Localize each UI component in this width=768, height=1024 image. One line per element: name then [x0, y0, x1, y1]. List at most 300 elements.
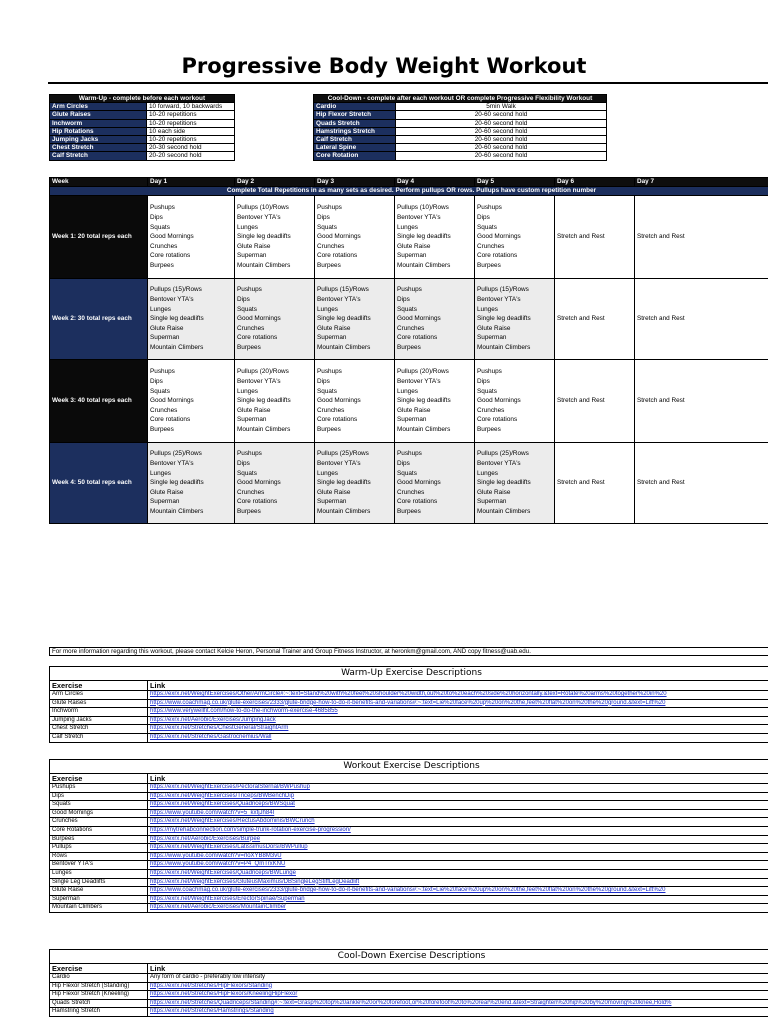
exercise-item: Dips [397, 296, 410, 304]
warmup-exercise-name: Arm Circles [50, 103, 147, 111]
exercise-name: Squats [50, 801, 148, 810]
exercise-name: Inchworm [50, 708, 148, 717]
day-cell [148, 196, 235, 279]
exercise-item: Burpees [237, 343, 261, 351]
exercise-item: Core rotations [397, 498, 438, 506]
exercise-item: Mountain Climbers [150, 343, 204, 351]
cooldown-exercise-value: 20-60 second hold [396, 144, 607, 152]
exercise-item: Lunges [237, 223, 258, 231]
description-row [50, 725, 768, 734]
col-link: Link [148, 964, 768, 974]
exercise-name: Single Leg Deadlifts [50, 878, 148, 887]
exercise-item: Pullups (15)/Rows [477, 286, 529, 294]
exercise-item: Pushups [477, 204, 502, 212]
exercise-item: Burpees [150, 425, 174, 433]
cooldown-exercise-value: 20-60 second hold [396, 136, 607, 144]
description-row [50, 852, 768, 861]
description-row [50, 844, 768, 853]
exercise-item: Bentover YTA's [150, 460, 194, 468]
exercise-item: Pushups [317, 368, 342, 376]
cooldown-desc-title: Cool-Down Exercise Descriptions [50, 950, 768, 964]
exercise-item: Single leg deadlifts [477, 479, 531, 487]
day-cell [475, 279, 555, 360]
exercise-item: Dips [237, 296, 250, 304]
rest-cell: Stretch and Rest [635, 196, 768, 279]
schedule-column-header: Week [50, 178, 148, 187]
cooldown-exercise-value: 5min Walk [396, 103, 607, 111]
exercise-item: Glute Raise [237, 406, 271, 414]
exercise-name: Crunches [50, 818, 148, 827]
rest-cell: Stretch and Rest [555, 443, 635, 524]
exercise-item: Glute Raise [477, 324, 511, 332]
exercise-item: Pushups [317, 204, 342, 212]
schedule-header-row [50, 178, 768, 187]
exercise-item: Crunches [237, 488, 265, 496]
week-row [50, 196, 768, 279]
exercise-item: Squats [477, 387, 497, 395]
schedule-column-header: Day 2 [235, 178, 315, 187]
exercise-item: Pullups (10)/Rows [237, 204, 289, 212]
schedule-column-header: Day 1 [148, 178, 235, 187]
day-cell [395, 279, 475, 360]
exercise-item: Superman [237, 416, 267, 424]
exercise-item: Glute Raise [317, 324, 351, 332]
exercise-link[interactable]: https://exrx.net/Stretches/Hamstrings/Standing [148, 1008, 768, 1017]
exercise-item: Bentover YTA's [237, 214, 281, 222]
day-cell [148, 443, 235, 524]
exercise-item: Pullups (15)/Rows [317, 286, 369, 294]
warmup-header: Warm-Up - complete before each workout [50, 95, 235, 103]
cooldown-row [314, 136, 607, 144]
exercise-item: Mountain Climbers [237, 261, 291, 269]
cooldown-exercise-name: Hip Flexor Stretch [314, 111, 396, 119]
description-row [50, 716, 768, 725]
description-row [50, 691, 768, 700]
exercise-item: Lunges [150, 469, 171, 477]
cooldown-table [313, 94, 607, 161]
exercise-item: Burpees [477, 425, 501, 433]
exercise-item: Superman [477, 334, 507, 342]
exercise-item: Burpees [317, 425, 341, 433]
exercise-item: Lunges [477, 469, 498, 477]
cooldown-exercise-value: 20-60 second hold [396, 127, 607, 135]
exercise-item: Dips [477, 214, 490, 222]
exercise-item: Lunges [237, 387, 258, 395]
day-cell [235, 360, 315, 443]
exercise-item: Burpees [477, 261, 501, 269]
cooldown-exercise-name: Cardio [314, 103, 396, 111]
exercise-item: Single leg deadlifts [397, 233, 451, 241]
description-row [50, 982, 768, 991]
workout-description-table [49, 759, 768, 913]
exercise-item: Superman [477, 498, 507, 506]
exercise-item: Single leg deadlifts [237, 233, 291, 241]
exercise-link[interactable]: https://exrx.net/WeightExercises/Quadriceps/BWSquat [148, 801, 768, 810]
warmup-row [50, 119, 235, 127]
warmup-exercise-value: 10-20 repetitions [147, 136, 235, 144]
exercise-item: Core rotations [477, 252, 518, 260]
exercise-name: Pullups [50, 844, 148, 853]
exercise-item: Squats [317, 387, 337, 395]
exercise-item: Mountain Climbers [397, 425, 451, 433]
exercise-item: Bentover YTA's [150, 296, 194, 304]
rest-cell: Stretch and Rest [635, 443, 768, 524]
exercise-name: Calf Stretch [50, 733, 148, 742]
description-row [50, 809, 768, 818]
warmup-exercise-value: 10-20 repetitions [147, 111, 235, 119]
schedule-column-header: Day 4 [395, 178, 475, 187]
exercise-item: Good Mornings [317, 233, 361, 241]
exercise-name: Cardio [50, 974, 148, 983]
exercise-item: Lunges [317, 305, 338, 313]
warmup-exercise-name: Chest Stretch [50, 144, 147, 152]
exercise-item: Burpees [397, 507, 421, 515]
exercise-link[interactable]: https://www.youtube.com/watch?v=5_kxfjJh84I [148, 809, 768, 818]
workout-desc-title: Workout Exercise Descriptions [50, 760, 768, 774]
description-row [50, 869, 768, 878]
exercise-item: Superman [150, 334, 180, 342]
exercise-name: Jumping Jacks [50, 716, 148, 725]
day-cell [315, 443, 395, 524]
exercise-name: Good Mornings [50, 809, 148, 818]
cooldown-row [314, 119, 607, 127]
col-exercise: Exercise [50, 964, 148, 974]
exercise-item: Core rotations [317, 252, 358, 260]
exercise-item: Glute Raise [150, 324, 184, 332]
exercise-item: Burpees [397, 343, 421, 351]
exercise-item: Core rotations [317, 416, 358, 424]
warmup-exercise-value: 10 forward, 10 backwards [147, 103, 235, 111]
day-cell [235, 196, 315, 279]
description-row [50, 792, 768, 801]
exercise-link[interactable]: https://mytrehabconnection.com/simple-trunk-rotation-exercise-progression/ [148, 826, 768, 835]
warmup-row [50, 127, 235, 135]
description-row [50, 1008, 768, 1017]
exercise-item: Mountain Climbers [397, 261, 451, 269]
warmup-exercise-value: 10 each side [147, 127, 235, 135]
warmup-row [50, 144, 235, 152]
exercise-link[interactable]: https://exrx.net/WeightExercises/Other/ArmCircle#:~:text=Stand%20with%20feet%20shoulder%20width,out%20to%20each%20side%20horizontally.&text=Rotate%20arms%20together%20in%20 [148, 691, 768, 700]
day-cell [235, 279, 315, 360]
exercise-note: Any form of cardio - preferably low intensity [148, 974, 768, 983]
cooldown-exercise-name: Hamstrings Stretch [314, 127, 396, 135]
description-row [50, 895, 768, 904]
exercise-item: Crunches [397, 488, 425, 496]
exercise-item: Crunches [317, 406, 345, 414]
exercise-name: Dips [50, 792, 148, 801]
title-divider [48, 82, 768, 84]
exercise-link[interactable]: https://exrx.net/Stretches/HipFlexors/KneelingHipFlexor [148, 991, 768, 1000]
exercise-item: Squats [477, 223, 497, 231]
day-cell [315, 196, 395, 279]
warmup-row [50, 103, 235, 111]
exercise-item: Pushups [237, 450, 262, 458]
exercise-item: Bentover YTA's [397, 214, 441, 222]
cooldown-row [314, 103, 607, 111]
exercise-item: Superman [150, 498, 180, 506]
exercise-item: Single leg deadlifts [150, 479, 204, 487]
exercise-item: Pullups (15)/Rows [150, 286, 202, 294]
exercise-item: Single leg deadlifts [397, 397, 451, 405]
exercise-link[interactable]: https://exrx.net/WeightExercises/LatissimusDorsi/BWPullup [148, 844, 768, 853]
exercise-item: Bentover YTA's [477, 460, 521, 468]
description-row [50, 733, 768, 742]
exercise-link[interactable]: https://exrx.net/Aerobic/Exercises/Burpee [148, 835, 768, 844]
exercise-item: Burpees [150, 261, 174, 269]
exercise-item: Pullups (25)/Rows [317, 450, 369, 458]
exercise-link[interactable]: https://exrx.net/WeightExercises/Quadriceps/BWLunge [148, 869, 768, 878]
exercise-item: Mountain Climbers [477, 343, 531, 351]
cooldown-exercise-name: Quads Stretch [314, 119, 396, 127]
exercise-item: Mountain Climbers [237, 425, 291, 433]
exercise-link[interactable]: https://exrx.net/Aerobic/Exercises/MountainClimber [148, 904, 768, 913]
exercise-item: Good Mornings [397, 479, 441, 487]
warmup-exercise-name: Jumping Jacks [50, 136, 147, 144]
exercise-link[interactable]: https://exrx.net/Stretches/HipFlexors/Standing [148, 982, 768, 991]
cooldown-row [314, 127, 607, 135]
exercise-item: Crunches [150, 242, 178, 250]
exercise-item: Squats [397, 469, 417, 477]
warmup-row [50, 136, 235, 144]
warmup-exercise-name: Calf Stretch [50, 152, 147, 160]
exercise-name: Core Rotations [50, 826, 148, 835]
exercise-item: Glute Raise [397, 242, 431, 250]
exercise-item: Single leg deadlifts [477, 315, 531, 323]
weekly-schedule-table [49, 177, 768, 524]
warmup-exercise-name: Hip Rotations [50, 127, 147, 135]
exercise-item: Dips [477, 378, 490, 386]
exercise-item: Pushups [397, 286, 422, 294]
exercise-item: Lunges [317, 469, 338, 477]
exercise-item: Glute Raise [317, 488, 351, 496]
exercise-item: Core rotations [237, 334, 278, 342]
day-cell [395, 443, 475, 524]
exercise-name: Arm Circles [50, 691, 148, 700]
exercise-item: Squats [150, 387, 170, 395]
exercise-item: Dips [237, 460, 250, 468]
exercise-item: Glute Raise [477, 488, 511, 496]
exercise-link[interactable]: https://exrx.net/WeightExercises/RectusAbdominis/BWCrunch [148, 818, 768, 827]
exercise-item: Squats [150, 223, 170, 231]
exercise-link[interactable]: https://exrx.net/WeightExercises/ErectorSpinae/Superman [148, 895, 768, 904]
exercise-name: Quads Stretch [50, 999, 148, 1008]
exercise-item: Core rotations [397, 334, 438, 342]
exercise-item: Mountain Climbers [317, 343, 371, 351]
schedule-column-header: Day 7 [635, 178, 768, 187]
exercise-item: Squats [397, 305, 417, 313]
exercise-item: Squats [317, 223, 337, 231]
exercise-item: Crunches [477, 242, 505, 250]
exercise-name: Bentover YTA's [50, 861, 148, 870]
exercise-item: Burpees [237, 507, 261, 515]
exercise-item: Good Mornings [477, 397, 521, 405]
exercise-name: Rows [50, 852, 148, 861]
exercise-name: Burpees [50, 835, 148, 844]
exercise-item: Single leg deadlifts [317, 479, 371, 487]
exercise-item: Bentover YTA's [237, 378, 281, 386]
exercise-item: Pullups (25)/Rows [150, 450, 202, 458]
exercise-item: Crunches [397, 324, 425, 332]
exercise-link[interactable]: https://exrx.net/WeightExercises/GluteusMaximus/DBSingleLegStiffLegDeadlift [148, 878, 768, 887]
page-title: Progressive Body Weight Workout [181, 54, 587, 78]
rest-cell: Stretch and Rest [635, 360, 768, 443]
exercise-item: Crunches [150, 406, 178, 414]
exercise-item: Mountain Climbers [477, 507, 531, 515]
day-cell [475, 196, 555, 279]
day-cell [315, 279, 395, 360]
exercise-item: Mountain Climbers [150, 507, 204, 515]
exercise-link[interactable]: https://exrx.net/Aerobic/Exercises/JumpingJack [148, 716, 768, 725]
exercise-item: Superman [237, 252, 267, 260]
cooldown-row [314, 111, 607, 119]
exercise-item: Core rotations [150, 416, 191, 424]
exercise-item: Single leg deadlifts [237, 397, 291, 405]
week-row [50, 360, 768, 443]
warmup-row [50, 152, 235, 160]
exercise-item: Good Mornings [317, 397, 361, 405]
cooldown-exercise-value: 20-60 second hold [396, 152, 607, 160]
col-exercise: Exercise [50, 774, 148, 784]
exercise-item: Core rotations [150, 252, 191, 260]
description-row [50, 904, 768, 913]
exercise-item: Bentover YTA's [477, 296, 521, 304]
exercise-item: Glute Raise [237, 242, 271, 250]
exercise-name: Glute Raises [50, 699, 148, 708]
exercise-item: Pullups (25)/Rows [477, 450, 529, 458]
rest-cell: Stretch and Rest [635, 279, 768, 360]
warmup-row [50, 111, 235, 119]
cooldown-exercise-name: Lateral Spine [314, 144, 396, 152]
exercise-name: Hip Flexor Stretch (Standing) [50, 982, 148, 991]
contact-note: For more information regarding this workout, please contact Kelcie Heron, Personal Trainer and Group Fitness Instructor, at heronkm@gmail.com, AND copy fitness@uab.edu. [49, 647, 768, 656]
exercise-item: Good Mornings [150, 397, 194, 405]
exercise-item: Good Mornings [397, 315, 441, 323]
exercise-item: Pullups (20)/Rows [397, 368, 449, 376]
exercise-link[interactable]: https://www.youtube.com/watch?v=rloXYB8M3vU [148, 852, 768, 861]
description-row [50, 861, 768, 870]
exercise-item: Dips [397, 460, 410, 468]
rest-cell: Stretch and Rest [555, 360, 635, 443]
description-row [50, 801, 768, 810]
description-row [50, 708, 768, 717]
exercise-item: Pushups [150, 368, 175, 376]
exercise-item: Superman [317, 334, 347, 342]
schedule-column-header: Day 5 [475, 178, 555, 187]
exercise-link[interactable]: https://www.coachmag.co.uk/glute-exercises/2333/glute-bridge-how-to-do-it-benefits-and-variations#:~:text=Lie%20face%20up%20on%20the,feet%20flat%20on%20the%20ground.&text=Lift%20 [148, 699, 768, 708]
exercise-link[interactable]: https://exrx.net/WeightExercises/PectoralSternal/BWPushup [148, 784, 768, 793]
description-row [50, 699, 768, 708]
warmup-exercise-value: 20-20 second hold [147, 152, 235, 160]
warmup-table [49, 94, 235, 161]
exercise-item: Pushups [397, 450, 422, 458]
exercise-name: Hip Flexor Stretch (Kneeling) [50, 991, 148, 1000]
description-row [50, 878, 768, 887]
exercise-item: Dips [150, 378, 163, 386]
exercise-item: Lunges [397, 387, 418, 395]
description-row [50, 826, 768, 835]
exercise-item: Mountain Climbers [317, 507, 371, 515]
description-row [50, 818, 768, 827]
exercise-link[interactable]: https://www.verywellfit.com/how-to-do-the-inchworm-exercise-4685855 [148, 708, 768, 717]
exercise-item: Dips [150, 214, 163, 222]
week-row [50, 279, 768, 360]
exercise-name: Superman [50, 895, 148, 904]
exercise-item: Lunges [477, 305, 498, 313]
cooldown-exercise-name: Calf Stretch [314, 136, 396, 144]
description-row [50, 974, 768, 983]
exercise-link[interactable]: https://exrx.net/Stretches/Gastrocnemius/Wall [148, 733, 768, 742]
exercise-item: Good Mornings [237, 315, 281, 323]
exercise-item: Lunges [150, 305, 171, 313]
exercise-item: Pushups [477, 368, 502, 376]
exercise-link[interactable]: https://exrx.net/WeightExercises/Triceps/BWBenchDip [148, 792, 768, 801]
exercise-link[interactable]: https://exrx.net/Stretches/ChestGeneral/StraightArm [148, 725, 768, 734]
description-row [50, 887, 768, 896]
exercise-link[interactable]: https://www.coachmag.co.uk/glute-exercises/2333/glute-bridge-how-to-do-it-benefits-and-variations#:~:text=Lie%20face%20up%20on%20the,feet%20flat%20on%20the%20ground.&text=Lift%20 [148, 887, 768, 896]
exercise-item: Pullups (20)/Rows [237, 368, 289, 376]
exercise-name: Hamstring Stretch [50, 1008, 148, 1017]
exercise-item: Bentover YTA's [397, 378, 441, 386]
warmup-exercise-value: 20-30 second hold [147, 144, 235, 152]
exercise-item: Glute Raise [150, 488, 184, 496]
description-row [50, 835, 768, 844]
exercise-item: Dips [317, 214, 330, 222]
exercise-item: Lunges [397, 223, 418, 231]
description-row [50, 999, 768, 1008]
exercise-item: Superman [397, 416, 427, 424]
exercise-item: Squats [237, 469, 257, 477]
week-label: Week 2: 30 total reps each [50, 279, 148, 360]
col-exercise: Exercise [50, 681, 148, 691]
week-label: Week 4: 50 total reps each [50, 443, 148, 524]
day-cell [235, 443, 315, 524]
exercise-name: Mountain Climbers [50, 904, 148, 913]
description-row [50, 991, 768, 1000]
exercise-item: Superman [317, 498, 347, 506]
exercise-item: Bentover YTA's [317, 296, 361, 304]
exercise-item: Single leg deadlifts [150, 315, 204, 323]
exercise-name: Chest Stretch [50, 725, 148, 734]
day-cell [395, 360, 475, 443]
exercise-item: Core rotations [477, 416, 518, 424]
week-label: Week 1: 20 total reps each [50, 196, 148, 279]
day-cell [315, 360, 395, 443]
day-cell [475, 443, 555, 524]
exercise-item: Crunches [237, 324, 265, 332]
col-link: Link [148, 681, 768, 691]
exercise-item: Pullups (10)/Rows [397, 204, 449, 212]
exercise-item: Crunches [317, 242, 345, 250]
exercise-item: Good Mornings [150, 233, 194, 241]
day-cell [475, 360, 555, 443]
cooldown-exercise-value: 20-60 second hold [396, 111, 607, 119]
cooldown-row [314, 152, 607, 160]
schedule-column-header: Day 6 [555, 178, 635, 187]
col-link: Link [148, 774, 768, 784]
exercise-item: Good Mornings [237, 479, 281, 487]
exercise-item: Pushups [237, 286, 262, 294]
exercise-name: Pushups [50, 784, 148, 793]
exercise-link[interactable]: https://exrx.net/Stretches/Quadriceps/Standing#:~:text=Grasp%20top%20ankle%20or%20forefoot,or%20forefoot%20to%20rear%20end.&text=Straighten%20hip%20by%20moving%20knee,Hold% [148, 999, 768, 1008]
rest-cell: Stretch and Rest [555, 196, 635, 279]
warmup-exercise-value: 10-20 repetitions [147, 119, 235, 127]
exercise-link[interactable]: https://www.youtube.com/watch?v=P4_QmTrxKNU [148, 861, 768, 870]
exercise-item: Superman [397, 252, 427, 260]
cooldown-exercise-value: 20-60 second hold [396, 119, 607, 127]
exercise-item: Crunches [477, 406, 505, 414]
schedule-note: Complete Total Repetitions in as many sets as desired. Perform pullups OR rows. Pullups have custom repetition number [50, 187, 768, 196]
exercise-item: Squats [237, 305, 257, 313]
